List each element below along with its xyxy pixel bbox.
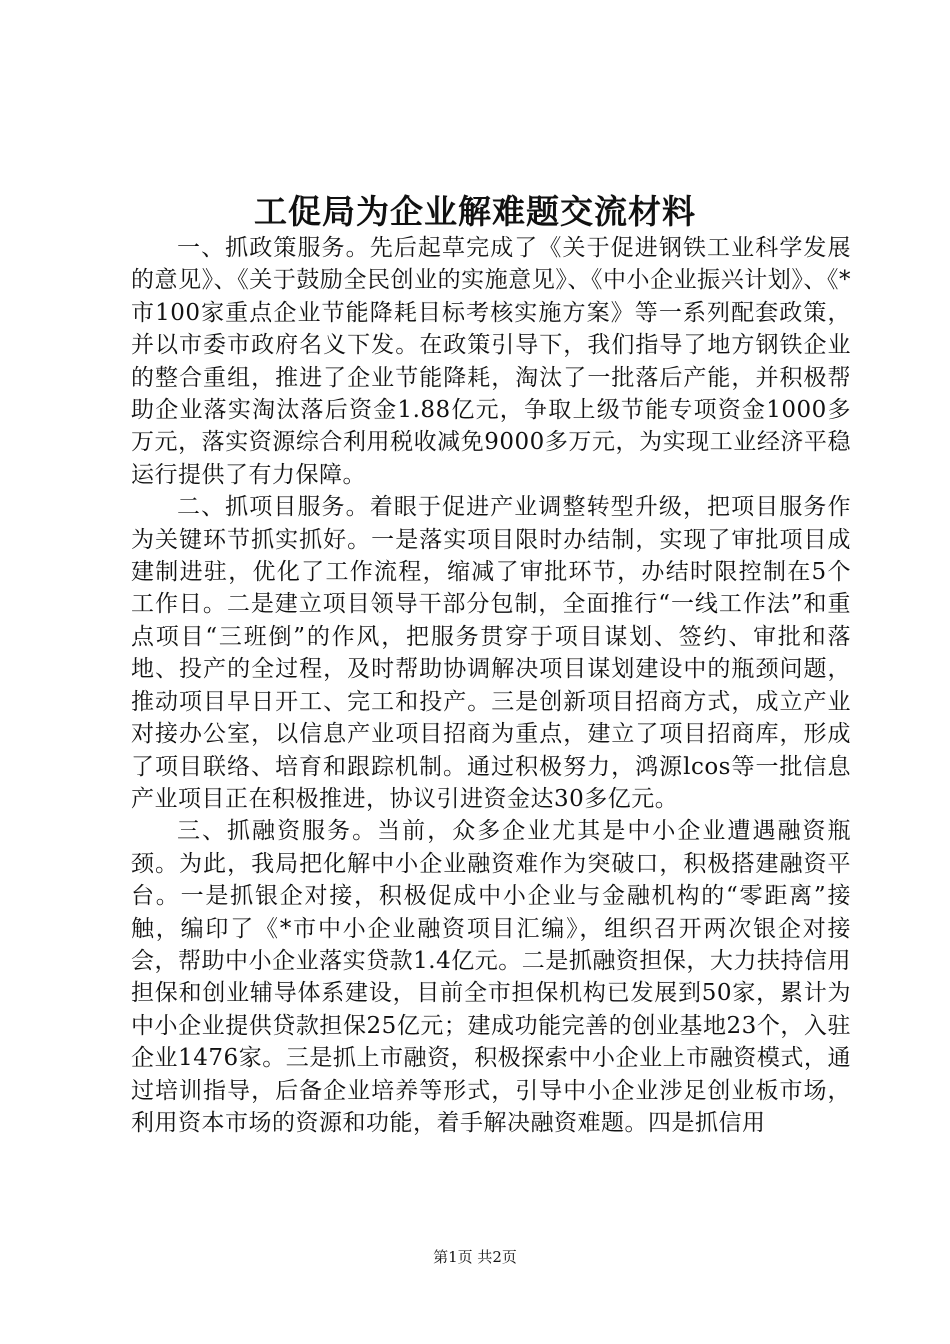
page-number: 第1页 共2页: [433, 1248, 517, 1266]
paragraph-financing-service: 三、抓融资服务。当前，众多企业尤其是中小企业遭遇融资瓶颈。为此，我局把化解中小企业融资难作为突破口，积极搭建融资平台。一是抓银企对接，积极促成中小企业与金融机构的“零距离”接触，编印了《*市中小企业融资项目汇编》，组织召开两次银企对接会，帮助中小企业落实贷款1.4亿元。二是抓融资担保，大力扶持信用担保和创业辅导体系建设，目前全市担保机构已发展到50家，累计为中小企业提供贷款担保25亿元；建成功能完善的创业基地23个，入驻企业1476家。三是抓上市融资，积极探索中小企业上市融资模式，通过培训指导，后备企业培养等形式，引导中小企业涉足创业板市场，利用资本市场的资源和功能，着手解决融资难题。四是抓信用: [131, 818, 851, 1136]
document-body: [131, 232, 851, 1139]
document-title: 工促局为企业解难题交流材料: [254, 192, 696, 231]
paragraph-project-service: 二、抓项目服务。着眼于促进产业调整转型升级，把项目服务作为关键环节抓实抓好。一是落实项目限时办结制，实现了审批项目成建制进驻，优化了工作流程，缩减了审批环节，办结时限控制在5个工作日。二是建立项目领导干部分包制，全面推行“一线工作法”和重点项目“三班倒”的作风，把服务贯穿于项目谋划、签约、审批和落地、投产的全过程，及时帮助协调解决项目谋划建设中的瓶颈问题，推动项目早日开工、完工和投产。三是创新项目招商方式，成立产业对接办公室，以信息产业项目招商为重点，建立了项目招商库，形成了项目联络、培育和跟踪机制。通过积极努力，鸿源lcos等一批信息产业项目正在积极推进，协议引进资金达30多亿元。: [131, 494, 851, 812]
paragraph-policy-service: 一、抓政策服务。先后起草完成了《关于促进钢铁工业科学发展的意见》、《关于鼓励全民创业的实施意见》、《中小企业振兴计划》、《*市100家重点企业节能降耗目标考核实施方案》等一系列配套政策，并以市委市政府名义下发。在政策引导下，我们指导了地方钢铁企业的整合重组，推进了企业节能降耗，淘汰了一批落后产能，并积极帮助企业落实淘汰落后资金1.88亿元，争取上级节能专项资金1000多万元，落实资源综合利用税收减免9000多万元，为实现工业经济平稳运行提供了有力保障。: [131, 235, 851, 488]
